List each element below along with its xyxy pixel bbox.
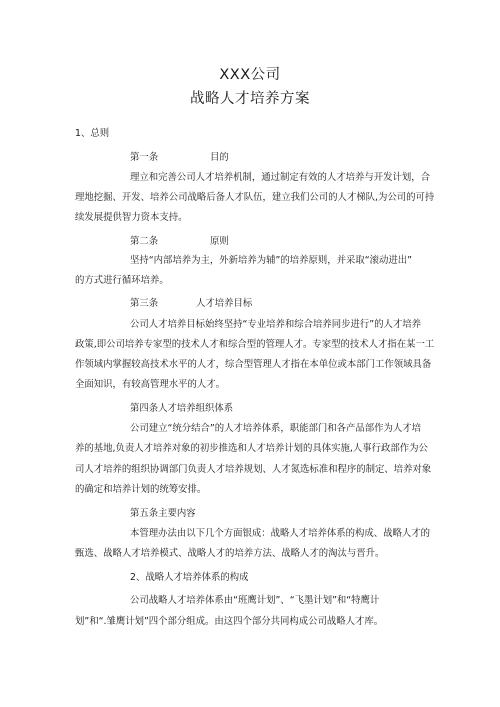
article-4-line-4: 的确定和培养计划的统筹安排。 — [75, 484, 207, 495]
article-3-line-1: 公司人才培养目标始终坚持“专业培养和综合培养同步进行”的人才培养 — [130, 319, 421, 330]
article-1-line-1: 理立和完善公司人才培养机制，通过制定有效的人才培养与开发计划，合 — [130, 172, 431, 183]
document-title: 战略人才培养方案 — [190, 91, 310, 107]
section-1-heading: 1、总则 — [75, 128, 110, 139]
article-1-title: 目的 — [210, 152, 229, 163]
article-2-number: 第二条 — [130, 236, 159, 247]
section-2-heading: 2、战略人才培养体系的构成 — [130, 572, 249, 583]
article-2-line-1: 坚持“内部培养为主，外新培养为辅”的培养原则，并采取“滚动进出” — [130, 255, 412, 266]
article-3-title: 人才培养目标 — [196, 298, 253, 309]
section-2-line-2: 划”和“.雏鹰计划”四个部分组成。由这四个部分共同构成公司战略人才库。 — [75, 616, 384, 627]
company-title: XXX公司 — [219, 67, 281, 83]
article-1-line-3: 续发展提供智力资本支持。 — [75, 212, 188, 223]
article-4-line-3: 司人才培养的组织协调部门负责人才培养规划、人才氮选标准和程序的制定、培养对象 — [75, 464, 432, 475]
section-2-line-1: 公司战略人才培养体系由“班鹰计划”、“飞墨计划”和“特鹰计 — [130, 595, 380, 606]
article-1-number: 第一条 — [130, 152, 159, 163]
article-4-heading: 第四条人才培养组织体系 — [130, 403, 234, 414]
article-3-line-2: 政策,即公司培养专家型的技术人才和综合型的管理人才。专家型的技术人才指在某一工 — [75, 339, 435, 350]
article-5-line-1: 本管理办法由以下几个方面银成：战略人才培养体系的构成、战略人才的 — [130, 528, 431, 539]
article-5-line-2: 甄选、战略人才培养模式、战略人才的培养方法、战略人才的淘汰与晋升。 — [75, 548, 385, 559]
article-5-heading: 第五条主要内容 — [130, 508, 196, 519]
article-3-number: 第三条 — [130, 298, 159, 309]
article-3-line-3: 作领域内掌握较高技术水平的人才，综合型管理人才指在本单位或本部门工作领域具备 — [75, 359, 432, 370]
article-1-line-2: 理地挖掘、开发、培养公司战略后备人才队伍，建立我们公司的人才梯队,为公司的可持 — [75, 192, 435, 203]
article-2-title: 原则 — [210, 236, 229, 247]
article-4-line-1: 公司建立“统分结合”的人才培养体系，职能部门和各产品部作为人才培 — [130, 423, 421, 434]
article-2-heading — [130, 235, 435, 248]
article-3-heading — [130, 297, 435, 310]
article-1-heading — [130, 151, 435, 164]
article-4-line-2: 养的基地,负责人才培养对象的初步推选和人才培养计划的具体实施,人事行政部作为公 — [75, 443, 428, 454]
article-2-line-2: 的方式进行循环培养。 — [75, 275, 169, 286]
article-3-line-4: 全面知识，有较高管理水平的人才。 — [75, 379, 226, 390]
